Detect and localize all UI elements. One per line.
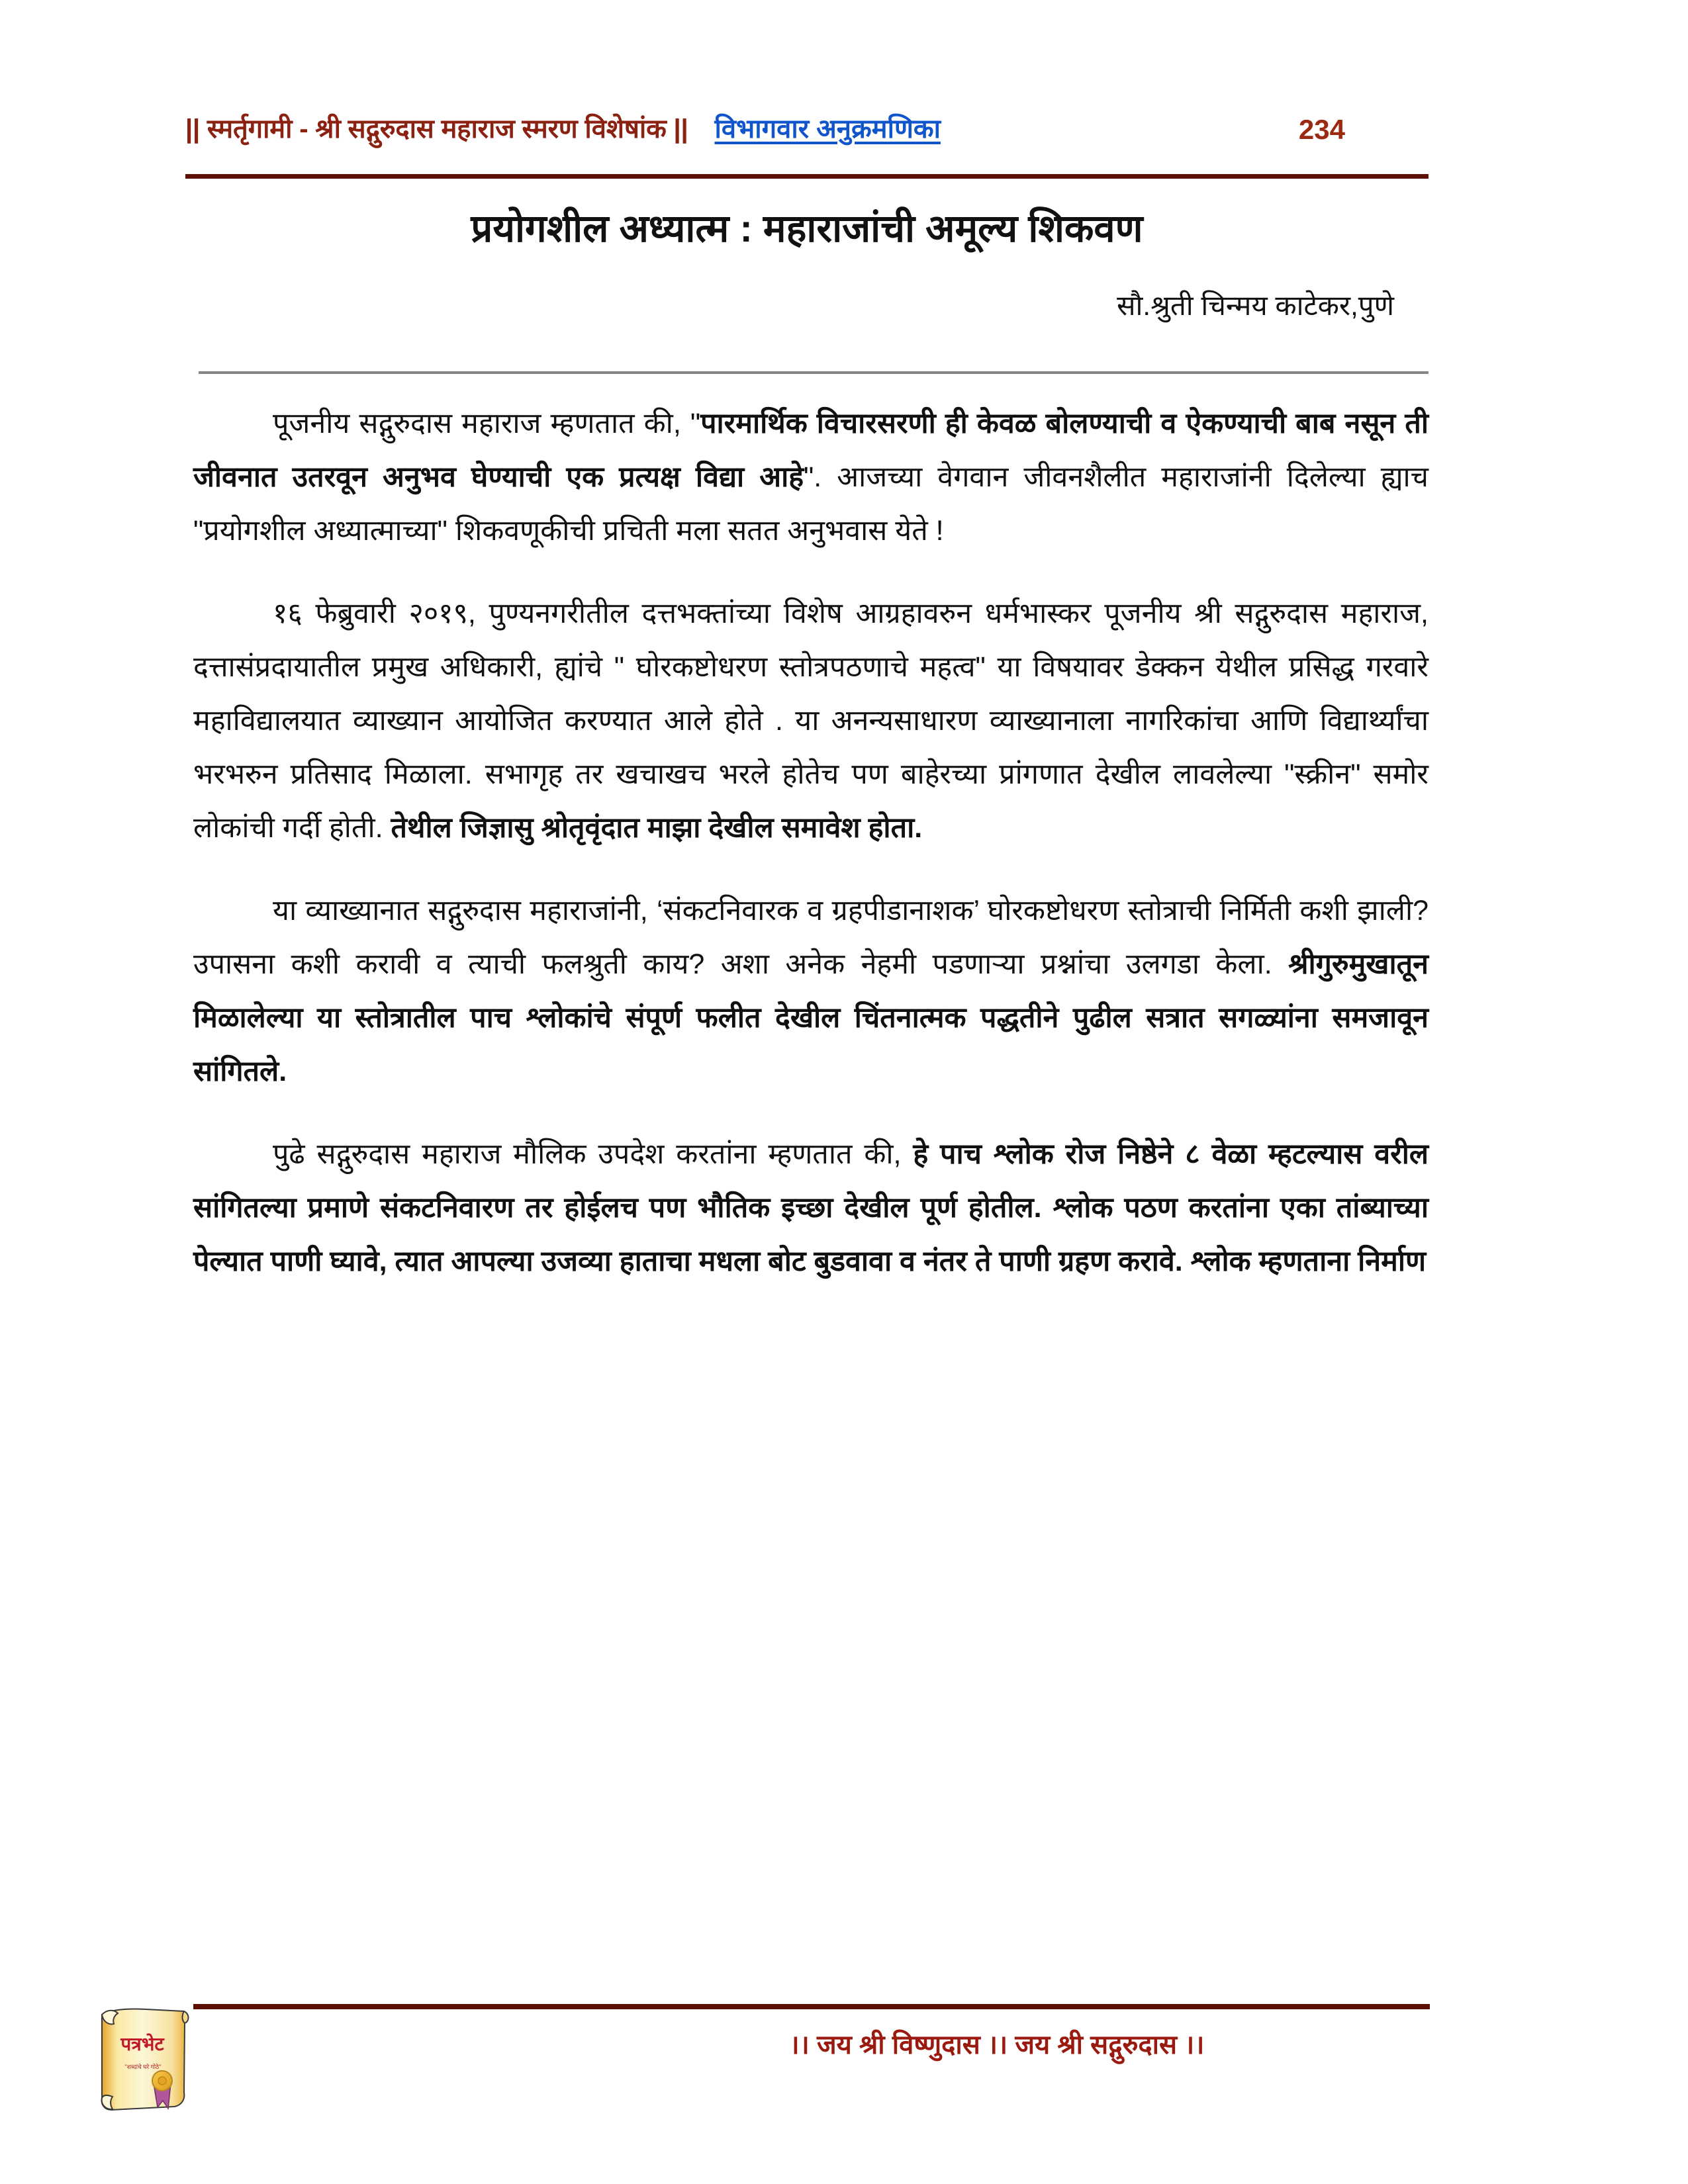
paragraph: १६ फेब्रुवारी २०१९, पुण्यनगरीतील दत्तभक्तांच्या विशेष आग्रहावरुन धर्मभास्कर पूजनीय श्री सद्गुरुदास महाराज, दत्तासंप्रदायातील प्रमुख अधिकारी, ह्यांचे " घोरकष्टोधरण स्तोत्रपठणाचे महत्व" या विषयावर डेक्कन येथील प्रसिद्ध गरवारे महाविद्यालयात व्याख्यान आयोजित करण्यात आले होते . या अनन्यसाधारण व्याख्यानाला नागरिकांचा आणि विद्यार्थ्यांचा भरभरुन प्रतिसाद मिळाला. सभागृह तर खचाखच भरले होतेच पण बाहेरच्या प्रांगणात देखील लावलेल्या "स्क्रीन" समोर लोकांची गर्दी होती. तेथील जिज्ञासु श्रोतृवृंदात माझा देखील समावेश होता. (193, 598, 1429, 844)
paragraph: पूजनीय सद्गुरुदास महाराज म्हणतात की, "पारमार्थिक विचारसरणी ही केवळ बोलण्याची व ऐकण्याची बाब नसून ती जीवनात उतरवून अनुभव घेण्याची एक प्रत्यक्ष विद्या आहे". आजच्या वेगवान जीवनशैलीत महाराजांनी दिलेल्या ह्याच "प्रयोगशील अध्यात्माच्या" शिकवणूकीची प्रचिती मला सतत अनुभवास येते ! (193, 408, 1429, 547)
header-index-link[interactable]: विभागवार अनुक्रमणिका (714, 114, 941, 144)
paragraph: पुढे सद्गुरुदास महाराज मौलिक उपदेश करतांना म्हणतात की, हे पाच श्लोक रोज निष्ठेने ८ वेळा म्हटल्यास वरील सांगितल्या प्रमाणे संकटनिवारण तर होईलच पण भौतिक इच्छा देखील पूर्ण होतील. श्लोक पठण करतांना एका तांब्याच्या पेल्यात पाणी घ्यावे, त्यात आपल्या उजव्या हाताचा मधला बोट बुडवावा व नंतर ते पाणी ग्रहण करावे. श्लोक म्हणताना निर्माण (193, 1138, 1429, 1277)
paragraph: या व्याख्यानात सद्गुरुदास महाराजांनी, ‘संकटनिवारक व ग्रहपीडानाशक’ घोरकष्टोधरण स्तोत्राची निर्मिती कशी झाली? उपासना कशी करावी व त्याची फलश्रुती काय? अशा अनेक नेहमी पडणाऱ्या प्रश्नांचा उलगडा केला. श्रीगुरुमुखातून मिळालेल्या या स्तोत्रातील पाच श्लोकांचे संपूर्ण फलीत देखील चिंतनात्मक पद्धतीने पुढील सत्रात सगळ्यांना समजावून सांगितले. (193, 895, 1429, 1087)
article-byline: सौ.श्रुती चिन्मय काटेकर,पुणे (1117, 290, 1394, 321)
header-special-issue-title: || स्मर्तृगामी - श्री सद्गुरुदास महाराज स्मरण विशेषांक || (185, 114, 688, 144)
footer-divider (193, 2004, 1430, 2009)
page-number: 234 (1298, 114, 1345, 145)
patrabhet-scroll-logo (85, 2000, 201, 2123)
logo-title-text: पत्रभेट (120, 2034, 164, 2054)
footer-blessing: ।। जय श्री विष्णुदास ।। जय श्री सद्गुरुदास ।। (789, 2030, 1205, 2060)
page-title: प्रयोगशील अध्यात्म : महाराजांची अमूल्य शिकवण (471, 207, 1143, 250)
logo-tagline-text: "शब्दांचे घरे गोठे" (124, 2064, 162, 2070)
header-divider (185, 174, 1429, 179)
article-body (193, 397, 1429, 1289)
running-header (185, 93, 1430, 146)
scroll-icon (85, 2000, 201, 2123)
title-divider (199, 371, 1429, 374)
